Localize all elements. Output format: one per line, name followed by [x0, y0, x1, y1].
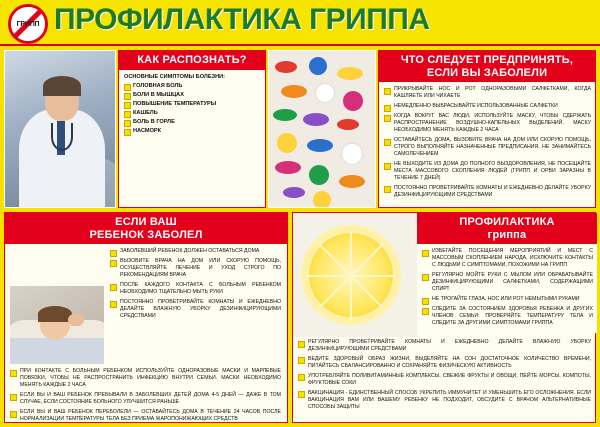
- panel-title-prevention-line2: гриппа: [487, 228, 527, 241]
- panel-title-recognize: КАК РАСПОЗНАТЬ?: [119, 51, 265, 70]
- lemon-segment: [350, 276, 352, 321]
- poster-header: [0, 0, 600, 46]
- pill-capsule: [307, 139, 333, 152]
- panel-prevention: [292, 212, 596, 423]
- lemon-segment: [318, 275, 351, 308]
- symptom-item: БОЛИ В МЫШЦАХ: [119, 92, 265, 98]
- sick-child-photo: [10, 286, 104, 364]
- panel-title-if-sick: [379, 51, 595, 82]
- flu-logo: [8, 4, 48, 44]
- blanket: [10, 338, 104, 364]
- pills-photo: [268, 50, 376, 208]
- panel-title-child: [5, 213, 287, 244]
- pill-round: [341, 143, 363, 165]
- lemon-photo: [293, 213, 417, 337]
- panel-body-prevention-top: [417, 244, 597, 333]
- panel-if-you-are-sick: [378, 50, 596, 208]
- page-title: ПРОФИЛАКТИКА ГРИППА: [54, 3, 430, 36]
- lemon-segment: [350, 231, 352, 276]
- list-item: ПОСЛЕ КАЖДОГО КОНТАКТА С БОЛЬНЫМ РЕБЕНКОМ НЕОБХОДИМО ТЩАТЕЛЬНО МЫТЬ РУКИ: [109, 282, 281, 296]
- panel-if-child-is-sick: [4, 212, 288, 423]
- lemon-segment: [318, 243, 351, 276]
- pill-round: [343, 91, 363, 111]
- panel-how-to-recognize: [118, 50, 266, 208]
- pill-capsule: [273, 109, 297, 121]
- list-item: НЕ ТРОГАЙТЕ ГЛАЗА, НОС ИЛИ РОТ НЕМЫТЫМИ РУКАМИ: [421, 296, 593, 303]
- doctor-hair: [43, 76, 81, 96]
- doctor-photo: [4, 50, 116, 208]
- pill-capsule: [283, 187, 305, 198]
- pill-capsule: [275, 61, 297, 73]
- list-item: НЕ ВЫХОДИТЕ ИЗ ДОМА ДО ПОЛНОГО ВЫЗДОРОВЛЕНИЯ, НЕ ПОСЕЩАЙТЕ МЕСТА МАССОВОГО СКОПЛЕНИЯ ЛЮДЕЙ (ГРИПП И ОРВИ ЗАРАЗНЫ В ТЕЧЕНИЕ 7 ДНЕЙ): [383, 161, 591, 182]
- list-item: ПРИКРЫВАЙТЕ НОС И РОТ ОДНОРАЗОВЫМИ САЛФЕТКАМИ, КОГДА КАШЛЯЕТЕ ИЛИ ЧИХАЕТЕ: [383, 86, 591, 100]
- lemon-segment: [351, 275, 396, 277]
- list-item: СЛЕДИТЕ ЗА СОСТОЯНИЕМ ЗДОРОВЬЯ РЕБЕНКА И ДРУГИХ ЧЛЕНОВ СЕМЬИ: ПРОВЕРЯЙТЕ ТЕМПЕРАТУРУ ТЕЛА И СЛЕДИТЕ ЗА ДРУГИМИ СИМПТОМАМИ ГРИППА: [421, 306, 593, 327]
- list-item: РЕГУЛЯРНО ПРОВЕТРИВАЙТЕ КОМНАТЫ И ЕЖЕДНЕВНО ДЕЛАЙТЕ ВЛАЖНУЮ УБОРКУ ДЕЗИНФИЦИРУЮЩИМИ СРЕДСТВАМИ: [297, 339, 591, 353]
- pill-round: [309, 165, 329, 185]
- panel-title-child-line2: РЕБЕНОК ЗАБОЛЕЛ: [89, 228, 203, 241]
- list-item: РЕГУЛЯРНО МОЙТЕ РУКИ С МЫЛОМ ИЛИ ОБРАБАТЫВАЙТЕ ДЕЗИНФИЦИРУЮЩИМИ САЛФЕТКАМИ, СОДЕРЖАЩИМИ СПИРТ: [421, 272, 593, 293]
- panel-title-if-sick-line1: ЧТО СЛЕДУЕТ ПРЕДПРИНЯТЬ,: [400, 54, 574, 66]
- list-item: ЕСЛИ ВЫ И ВАШ РЕБЕНОК ПЕРЕБОЛЕЛИ — ОСТАВАЙТЕСЬ ДОМА В ТЕЧЕНИЕ 24 ЧАСОВ ПОСЛЕ НОРМАЛИЗАЦИИ ТЕМПЕРАТУРЫ ТЕЛА БЕЗ ПРИЕМА ЖАРОПОНИЖАЮЩИХ СРЕДСТВ: [9, 409, 281, 423]
- stethoscope-icon: [51, 123, 73, 151]
- pill-capsule: [303, 113, 329, 126]
- list-item: ПРИ КОНТАКТЕ С БОЛЬНЫМ РЕБЕНКОМ ИСПОЛЬЗУЙТЕ ОДНОРАЗОВЫЕ МАСКИ И МАРЛЕВЫЕ ПОВЯЗКИ, ЧТОБЫ НЕ РАСПРОСТРАНИТЬ ИНФЕКЦИЮ ВНУТРИ СЕМЬИ. МАСКИ НЕОБХОДИМО МЕНЯТЬ КАЖДЫЕ 2 ЧАСА: [9, 368, 281, 389]
- list-item: ВЫЗОВИТЕ ВРАЧА НА ДОМ ИЛИ СКОРУЮ ПОМОЩЬ, ОСУЩЕСТВЛЯЙТЕ ЛЕЧЕНИЕ И УХОД СТРОГО ПО РЕКОМЕНДАЦИЯМ ВРАЧА: [109, 258, 281, 279]
- list-item: УПОТРЕБЛЯЙТЕ ПОЛИВИТАМИННЫЕ КОМПЛЕКСЫ, СВЕЖИЕ ФРУКТЫ И ОВОЩИ, ПЕЙТЕ МОРСЫ, КОМПОТЫ, ФРУКТОВЫЕ СОКИ: [297, 373, 591, 387]
- list-item: ПОСТОЯННО ПРОВЕТРИВАЙТЕ КОМНАТЫ И ЕЖЕДНЕВНО ДЕЛАЙТЕ ВЛАЖНУЮ УБОРКУ ДЕЗИНФИЦИРУЮЩИМИ СРЕДСТВАМИ: [109, 299, 281, 320]
- pill-capsule: [339, 175, 365, 188]
- list-item: ПОСТОЯННО ПРОВЕТРИВАЙТЕ КОМНАТЫ И ЕЖЕДНЕВНО ДЕЛАЙТЕ УБОРКУ ДЕЗИНФИЦИРУЮЩИМИ СРЕДСТВАМИ: [383, 185, 591, 199]
- adult-hand: [68, 314, 84, 326]
- pill-capsule: [337, 67, 363, 80]
- lemon-segment: [350, 275, 383, 308]
- lemon-slice: [301, 225, 401, 325]
- panel-title-if-sick-line2: ЕСЛИ ВЫ ЗАБОЛЕЛИ: [426, 66, 548, 79]
- pill-round: [313, 191, 331, 208]
- pill-round: [277, 133, 297, 153]
- pill-capsule: [337, 119, 359, 130]
- symptom-item: НАСМОРК: [119, 128, 265, 134]
- pill-capsule: [281, 85, 307, 98]
- list-item: ВЕДИТЕ ЗДОРОВЫЙ ОБРАЗ ЖИЗНИ, ВЫДЕЛЯЙТЕ НА СОН ДОСТАТОЧНОЕ КОЛИЧЕСТВО ВРЕМЕНИ, ПИТАЙТЕСЬ СБАЛАНСИРОВАННО И СОХРАНЯЙТЕ ФИЗИЧЕСКУЮ АКТИВНОСТЬ: [297, 356, 591, 370]
- panel-title-prevention: [417, 213, 597, 244]
- pill-round: [309, 57, 327, 75]
- child-hair: [38, 306, 72, 322]
- flu-logo-label: ГРИПП: [16, 20, 40, 28]
- panel-body-child: [5, 244, 287, 422]
- list-item: ЗАБОЛЕВШИЙ РЕБЕНОК ДОЛЖЕН ОСТАВАТЬСЯ ДОМА: [109, 248, 281, 255]
- lemon-segment: [350, 243, 383, 276]
- recognize-lead: ОСНОВНЫЕ СИМПТОМЫ БОЛЕЗНИ:: [124, 73, 225, 80]
- list-item: ВАКЦИНАЦИЯ - ЕДИНСТВЕННЫЙ СПОСОБ УКРЕПИТЬ ИММУНИТЕТ И УМЕНЬШИТЬ ЕГО ОСЛОЖНЕНИЯ. ЕСЛИ ВАКЦИНАЦИЯ ВАМ ИЛИ ВАШЕМУ РЕБЕНКУ НЕ ПОДХОДИТ, ОБСУДИТЕ С ВРАЧОМ АЛЬТЕРНАТИВНЫЕ СПОСОБЫ ЗАЩИТЫ: [297, 390, 591, 411]
- list-item: ИЗБЕГАЙТЕ ПОСЕЩЕНИЯ МЕРОПРИЯТИЙ И МЕСТ С МАССОВЫМ СКОПЛЕНИЕМ НАРОДА, ИСКЛЮЧИТЕ КОНТАКТЫ С ЛЮДЬМИ С СИМПТОМАМИ, ПОХОЖИМИ НА ГРИПП: [421, 248, 593, 269]
- panel-body-if-sick: [379, 82, 595, 205]
- list-item: КОГДА ВОКРУГ ВАС ЛЮДИ, ИСПОЛЬЗУЙТЕ МАСКУ, ЧТОБЫ СДЕРЖАТЬ РАСПРОСТРАНЕНИЕ ВОЗДУШНО-КАПЕЛЬНЫХ ВЫДЕЛЕНИЙ. МАСКУ НЕОБХОДИМО МЕНЯТЬ КАЖДЫЕ 2 ЧАСА: [383, 113, 591, 134]
- pill-round: [315, 83, 335, 103]
- symptom-item: КАШЕЛЬ: [119, 110, 265, 116]
- pill-capsule: [275, 161, 301, 174]
- panel-title-child-line1: ЕСЛИ ВАШ: [115, 216, 177, 228]
- panel-title-prevention-line1: ПРОФИЛАКТИКА: [459, 216, 555, 228]
- flu-logo-inner: [11, 7, 45, 41]
- list-item: НЕМЕДЛЕННО ВЫБРАСЫВАЙТЕ ИСПОЛЬЗОВАННЫЕ САЛФЕТКИ: [383, 103, 591, 110]
- lemon-segment: [306, 275, 351, 277]
- symptom-item: ГОЛОВНАЯ БОЛЬ: [119, 83, 265, 89]
- symptom-item: БОЛЬ В ГОРЛЕ: [119, 119, 265, 125]
- symptom-item: ПОВЫШЕНИЕ ТЕМПЕРАТУРЫ: [119, 101, 265, 107]
- list-item: ОСТАВАЙТЕСЬ ДОМА, ВЫЗОВИТЕ ВРАЧА НА ДОМ ИЛИ СКОРУЮ ПОМОЩЬ, СТРОГО ВЫПОЛНЯЙТЕ НАЗНАЧЕННЫЕ ПРЕДПИСАНИЯ. НЕ ЗАНИМАЙТЕСЬ САМОЛЕЧЕНИЕМ: [383, 137, 591, 158]
- list-item: ЕСЛИ ВЫ И ВАШ РЕБЕНОК ПРЕБЫВАЛИ В ЗАБОЛЕВШИХ ДЕТЕЙ ДОМА 4-5 ДНЕЙ — ДАЖЕ В ТОМ СЛУЧАЕ, ЕСЛИ СОСТОЯНИЕ БОЛЬНОГО УЛУЧШИТСЯ РАНЬШЕ: [9, 392, 281, 406]
